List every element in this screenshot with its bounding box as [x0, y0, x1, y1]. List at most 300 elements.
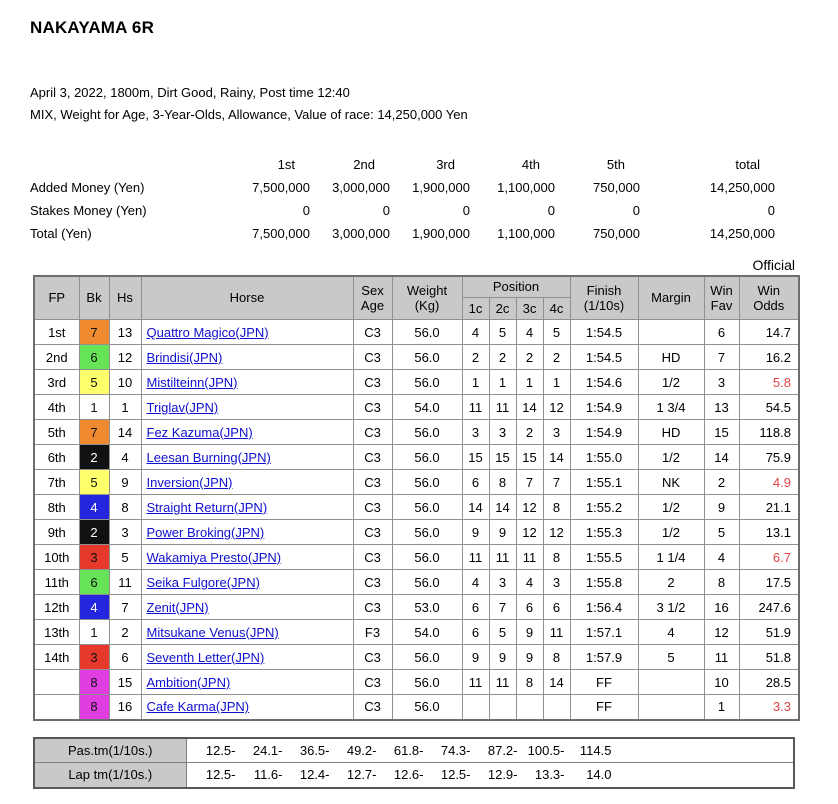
win-fav-cell: 10 [704, 670, 739, 695]
position-1c-cell: 2 [462, 345, 489, 370]
sex-age-cell: C3 [353, 520, 392, 545]
horse-cell [141, 645, 353, 670]
position-3c-cell: 15 [516, 445, 543, 470]
horse-link[interactable]: Leesan Burning(JPN) [146, 449, 271, 465]
finish-cell: 1:57.9 [570, 645, 638, 670]
col-header-hs: Hs [109, 276, 141, 320]
win-fav-cell: 6 [704, 320, 739, 345]
margin-cell: 5 [638, 645, 704, 670]
bracket-cell: 2 [79, 445, 109, 470]
col-header-position: Position [462, 276, 570, 298]
horse-link[interactable]: Inversion(JPN) [146, 474, 233, 490]
time-segment: 13.3- [534, 767, 565, 783]
hs-cell: 15 [109, 670, 141, 695]
race-info [30, 82, 838, 127]
position-4c-cell: 12 [543, 395, 570, 420]
horse-link[interactable]: Straight Return(JPN) [146, 499, 268, 515]
result-row [34, 695, 799, 720]
position-3c-cell: 1 [516, 370, 543, 395]
sex-age-cell: C3 [353, 595, 392, 620]
position-2c-cell: 7 [489, 595, 516, 620]
win-fav-cell: 15 [704, 420, 739, 445]
hs-cell: 16 [109, 695, 141, 720]
sex-age-cell: C3 [353, 470, 392, 495]
money-header-5th: 5th [606, 156, 625, 172]
win-odds-cell: 51.9 [739, 620, 799, 645]
position-2c-cell: 11 [489, 545, 516, 570]
horse-link[interactable]: Power Broking(JPN) [146, 524, 265, 540]
position-3c-cell: 4 [516, 570, 543, 595]
times-table [33, 737, 795, 789]
fp-cell: 9th [34, 520, 79, 545]
col-header-finish-line2: (1/10s) [583, 297, 625, 313]
money-header-empty [30, 153, 245, 176]
position-1c-cell [462, 695, 489, 720]
win-odds-cell: 17.5 [739, 570, 799, 595]
margin-cell: 2 [638, 570, 704, 595]
times-table-body [34, 738, 794, 788]
col-header-finish-line1: Finish [586, 282, 622, 298]
money-value: 3,000,000 [332, 179, 390, 195]
position-3c-cell: 4 [516, 320, 543, 345]
win-odds-cell: 6.7 [739, 545, 799, 570]
position-2c-cell: 3 [489, 570, 516, 595]
fp-cell [34, 695, 79, 720]
horse-cell [141, 420, 353, 445]
fp-cell: 2nd [34, 345, 79, 370]
money-value: 0 [547, 202, 555, 218]
times-row-values [186, 763, 794, 788]
money-header-total: total [735, 156, 760, 172]
position-1c-cell: 1 [462, 370, 489, 395]
results-header-row-1 [34, 276, 799, 298]
finish-cell: 1:55.8 [570, 570, 638, 595]
position-3c-cell: 9 [516, 620, 543, 645]
horse-link[interactable]: Wakamiya Presto(JPN) [146, 549, 282, 565]
win-odds-cell: 28.5 [739, 670, 799, 695]
position-1c-cell: 15 [462, 445, 489, 470]
result-row [34, 620, 799, 645]
horse-cell [141, 345, 353, 370]
weight-cell: 56.0 [392, 470, 462, 495]
result-row [34, 420, 799, 445]
position-2c-cell: 1 [489, 370, 516, 395]
sex-age-cell: C3 [353, 395, 392, 420]
sex-age-cell: C3 [353, 570, 392, 595]
bracket-cell: 7 [79, 320, 109, 345]
col-header-1c: 1c [462, 298, 489, 320]
position-1c-cell: 11 [462, 545, 489, 570]
col-header-finish [570, 276, 638, 320]
weight-cell: 54.0 [392, 620, 462, 645]
col-header-margin: Margin [638, 276, 704, 320]
margin-cell [638, 320, 704, 345]
hs-cell: 13 [109, 320, 141, 345]
margin-cell: NK [638, 470, 704, 495]
position-1c-cell: 14 [462, 495, 489, 520]
finish-cell: 1:54.6 [570, 370, 638, 395]
margin-cell [638, 670, 704, 695]
position-4c-cell: 1 [543, 370, 570, 395]
result-row [34, 545, 799, 570]
horse-link[interactable]: Cafe Karma(JPN) [146, 699, 250, 715]
official-label: Official [752, 256, 795, 273]
horse-link[interactable]: Quattro Magico(JPN) [146, 324, 269, 340]
time-segment: 12.7- [346, 767, 377, 783]
bracket-cell: 1 [79, 395, 109, 420]
position-1c-cell: 3 [462, 420, 489, 445]
bracket-cell: 5 [79, 370, 109, 395]
finish-cell: 1:56.4 [570, 595, 638, 620]
margin-cell: 4 [638, 620, 704, 645]
time-segment: 11.6- [253, 767, 283, 783]
position-4c-cell: 12 [543, 520, 570, 545]
win-odds-cell: 14.7 [739, 320, 799, 345]
hs-cell: 3 [109, 520, 141, 545]
horse-cell [141, 470, 353, 495]
weight-cell: 56.0 [392, 445, 462, 470]
win-odds-cell: 21.1 [739, 495, 799, 520]
money-value: 750,000 [593, 225, 640, 241]
time-segment: 100.5- [527, 742, 565, 758]
col-header-winfav-line1: Win [710, 282, 733, 298]
horse-cell [141, 320, 353, 345]
weight-cell: 56.0 [392, 545, 462, 570]
position-4c-cell: 8 [543, 645, 570, 670]
bracket-cell: 8 [79, 670, 109, 695]
results-table-body [34, 320, 799, 720]
weight-cell: 56.0 [392, 645, 462, 670]
money-value: 0 [632, 202, 640, 218]
margin-cell: 1/2 [638, 445, 704, 470]
win-odds-cell: 247.6 [739, 595, 799, 620]
finish-cell: 1:55.2 [570, 495, 638, 520]
position-3c-cell: 6 [516, 595, 543, 620]
horse-cell [141, 545, 353, 570]
position-3c-cell: 12 [516, 520, 543, 545]
sex-age-cell: C3 [353, 445, 392, 470]
result-row [34, 395, 799, 420]
position-1c-cell: 9 [462, 520, 489, 545]
horse-cell [141, 620, 353, 645]
sex-age-cell: C3 [353, 420, 392, 445]
finish-cell: 1:54.9 [570, 395, 638, 420]
position-2c-cell: 11 [489, 395, 516, 420]
times-row-label: Pas.tm(1/10s.) [34, 738, 186, 763]
result-row [34, 320, 799, 345]
money-value: 0 [382, 202, 390, 218]
fp-cell: 5th [34, 420, 79, 445]
win-odds-cell: 5.8 [739, 370, 799, 395]
bracket-cell: 6 [79, 570, 109, 595]
position-4c-cell: 14 [543, 445, 570, 470]
position-4c-cell: 8 [543, 495, 570, 520]
position-4c-cell: 11 [543, 620, 570, 645]
money-header-3rd: 3rd [436, 156, 455, 172]
hs-cell: 14 [109, 420, 141, 445]
result-row [34, 520, 799, 545]
position-2c-cell: 5 [489, 620, 516, 645]
money-row [30, 199, 775, 222]
money-header-1st: 1st [277, 156, 295, 172]
result-row [34, 445, 799, 470]
fp-cell: 8th [34, 495, 79, 520]
weight-cell: 56.0 [392, 520, 462, 545]
position-1c-cell: 4 [462, 320, 489, 345]
money-row [30, 176, 775, 199]
sex-age-cell: C3 [353, 345, 392, 370]
money-value: 7,500,000 [252, 225, 310, 241]
fp-cell: 12th [34, 595, 79, 620]
money-header-row [30, 153, 775, 176]
time-segment: 12.5- [440, 767, 471, 783]
time-segment: 12.6- [393, 767, 424, 783]
col-header-2c: 2c [489, 298, 516, 320]
margin-cell [638, 695, 704, 720]
hs-cell: 9 [109, 470, 141, 495]
money-value: 1,900,000 [412, 179, 470, 195]
time-segment: 49.2- [346, 742, 377, 758]
finish-cell: FF [570, 670, 638, 695]
time-segment: 12.5- [205, 742, 236, 758]
col-header-4c: 4c [543, 298, 570, 320]
margin-cell: 1 3/4 [638, 395, 704, 420]
time-segment: 87.2- [487, 742, 518, 758]
horse-cell [141, 395, 353, 420]
horse-link[interactable]: Brindisi(JPN) [146, 349, 223, 365]
horse-link[interactable]: Seventh Letter(JPN) [146, 649, 265, 665]
finish-cell: 1:55.0 [570, 445, 638, 470]
horse-link[interactable]: Ambition(JPN) [146, 674, 231, 690]
bracket-cell: 5 [79, 470, 109, 495]
fp-cell: 3rd [34, 370, 79, 395]
money-value: 0 [767, 202, 775, 218]
horse-cell [141, 520, 353, 545]
position-3c-cell [516, 695, 543, 720]
money-value: 14,250,000 [709, 225, 775, 241]
win-fav-cell: 11 [704, 645, 739, 670]
money-value: 0 [462, 202, 470, 218]
position-3c-cell: 9 [516, 645, 543, 670]
win-odds-cell: 75.9 [739, 445, 799, 470]
finish-cell: 1:54.9 [570, 420, 638, 445]
position-2c-cell [489, 695, 516, 720]
margin-cell: HD [638, 345, 704, 370]
position-1c-cell: 6 [462, 595, 489, 620]
bracket-cell: 7 [79, 420, 109, 445]
col-header-horse: Horse [141, 276, 353, 320]
col-header-win-fav [704, 276, 739, 320]
hs-cell: 7 [109, 595, 141, 620]
finish-cell: 1:55.1 [570, 470, 638, 495]
money-value: 7,500,000 [252, 179, 310, 195]
bracket-cell: 4 [79, 595, 109, 620]
fp-cell: 11th [34, 570, 79, 595]
hs-cell: 2 [109, 620, 141, 645]
money-table-body [30, 176, 775, 245]
money-header-4th: 4th [521, 156, 540, 172]
horse-cell [141, 595, 353, 620]
weight-cell: 54.0 [392, 395, 462, 420]
position-1c-cell: 9 [462, 645, 489, 670]
fp-cell: 6th [34, 445, 79, 470]
money-header-2nd: 2nd [353, 156, 375, 172]
race-info-line-1: April 3, 2022, 1800m, Dirt Good, Rainy, Post time 12:40 [30, 85, 350, 100]
col-header-weight [392, 276, 462, 320]
position-3c-cell: 11 [516, 545, 543, 570]
time-segment: 114.5 [579, 742, 612, 758]
hs-cell: 1 [109, 395, 141, 420]
win-fav-cell: 12 [704, 620, 739, 645]
win-odds-cell: 3.3 [739, 695, 799, 720]
horse-cell [141, 695, 353, 720]
fp-cell: 4th [34, 395, 79, 420]
position-1c-cell: 4 [462, 570, 489, 595]
result-row [34, 645, 799, 670]
position-4c-cell [543, 695, 570, 720]
position-1c-cell: 11 [462, 670, 489, 695]
win-odds-cell: 54.5 [739, 395, 799, 420]
win-fav-cell: 16 [704, 595, 739, 620]
bracket-cell: 4 [79, 495, 109, 520]
position-3c-cell: 12 [516, 495, 543, 520]
win-fav-cell: 1 [704, 695, 739, 720]
horse-link[interactable]: Triglav(JPN) [146, 399, 219, 415]
money-value: 1,100,000 [497, 225, 555, 241]
result-row [34, 470, 799, 495]
finish-cell: 1:55.3 [570, 520, 638, 545]
position-1c-cell: 6 [462, 470, 489, 495]
horse-link[interactable]: Zenit(JPN) [146, 599, 209, 615]
win-fav-cell: 3 [704, 370, 739, 395]
col-header-win-odds [739, 276, 799, 320]
weight-cell: 56.0 [392, 370, 462, 395]
fp-cell: 14th [34, 645, 79, 670]
result-row [34, 570, 799, 595]
money-row [30, 222, 775, 245]
time-segment: 74.3- [440, 742, 471, 758]
position-4c-cell: 2 [543, 345, 570, 370]
fp-cell [34, 670, 79, 695]
bracket-cell: 1 [79, 620, 109, 645]
win-fav-cell: 13 [704, 395, 739, 420]
margin-cell: 1/2 [638, 495, 704, 520]
hs-cell: 10 [109, 370, 141, 395]
times-row-values [186, 738, 794, 763]
time-segment: 12.9- [487, 767, 518, 783]
money-row-label: Stakes Money (Yen) [30, 202, 147, 218]
times-row [34, 763, 794, 788]
col-header-bk: Bk [79, 276, 109, 320]
time-segment: 36.5- [299, 742, 330, 758]
margin-cell: 3 1/2 [638, 595, 704, 620]
position-2c-cell: 5 [489, 320, 516, 345]
position-2c-cell: 3 [489, 420, 516, 445]
bracket-cell: 8 [79, 695, 109, 720]
result-row [34, 595, 799, 620]
result-row [34, 345, 799, 370]
position-4c-cell: 8 [543, 545, 570, 570]
result-row [34, 495, 799, 520]
horse-cell [141, 570, 353, 595]
position-2c-cell: 14 [489, 495, 516, 520]
page-title: NAKAYAMA 6R [30, 18, 155, 37]
result-row [34, 670, 799, 695]
position-3c-cell: 2 [516, 345, 543, 370]
weight-cell: 56.0 [392, 695, 462, 720]
horse-link[interactable]: Mitsukane Venus(JPN) [146, 624, 279, 640]
hs-cell: 12 [109, 345, 141, 370]
position-4c-cell: 6 [543, 595, 570, 620]
results-table [33, 275, 800, 721]
win-fav-cell: 2 [704, 470, 739, 495]
sex-age-cell: C3 [353, 495, 392, 520]
position-2c-cell: 9 [489, 645, 516, 670]
weight-cell: 56.0 [392, 345, 462, 370]
col-header-winodds-line2: Odds [753, 297, 785, 313]
fp-cell: 1st [34, 320, 79, 345]
money-row-label: Total (Yen) [30, 225, 92, 241]
horse-link[interactable]: Seika Fulgore(JPN) [146, 574, 260, 590]
money-value: 3,000,000 [332, 225, 390, 241]
win-fav-cell: 5 [704, 520, 739, 545]
money-value: 14,250,000 [709, 179, 775, 195]
sex-age-cell: C3 [353, 670, 392, 695]
position-4c-cell: 3 [543, 420, 570, 445]
money-value: 1,100,000 [497, 179, 555, 195]
win-odds-cell: 51.8 [739, 645, 799, 670]
prize-money-table [30, 153, 775, 245]
margin-cell: 1/2 [638, 520, 704, 545]
finish-cell: FF [570, 695, 638, 720]
weight-cell: 56.0 [392, 570, 462, 595]
col-header-winodds-line1: Win [757, 282, 780, 298]
hs-cell: 4 [109, 445, 141, 470]
bracket-cell: 6 [79, 345, 109, 370]
finish-cell: 1:54.5 [570, 345, 638, 370]
money-value: 1,900,000 [412, 225, 470, 241]
hs-cell: 11 [109, 570, 141, 595]
fp-cell: 10th [34, 545, 79, 570]
position-1c-cell: 11 [462, 395, 489, 420]
money-value: 0 [302, 202, 310, 218]
time-segment: 14.0 [586, 767, 612, 783]
position-2c-cell: 8 [489, 470, 516, 495]
hs-cell: 8 [109, 495, 141, 520]
win-fav-cell: 7 [704, 345, 739, 370]
finish-cell: 1:57.1 [570, 620, 638, 645]
bracket-cell: 3 [79, 645, 109, 670]
result-row [34, 370, 799, 395]
col-header-fp: FP [34, 276, 79, 320]
sex-age-cell: C3 [353, 645, 392, 670]
finish-cell: 1:55.5 [570, 545, 638, 570]
horse-cell [141, 670, 353, 695]
horse-link[interactable]: Mistilteinn(JPN) [146, 374, 238, 390]
position-4c-cell: 7 [543, 470, 570, 495]
times-row [34, 738, 794, 763]
bracket-cell: 3 [79, 545, 109, 570]
position-4c-cell: 3 [543, 570, 570, 595]
fp-cell: 7th [34, 470, 79, 495]
finish-cell: 1:54.5 [570, 320, 638, 345]
horse-link[interactable]: Fez Kazuma(JPN) [146, 424, 253, 440]
win-odds-cell: 118.8 [739, 420, 799, 445]
hs-cell: 6 [109, 645, 141, 670]
horse-cell [141, 445, 353, 470]
col-header-sex-line: Sex [361, 282, 384, 298]
col-header-weight-line1: Weight [406, 282, 448, 298]
